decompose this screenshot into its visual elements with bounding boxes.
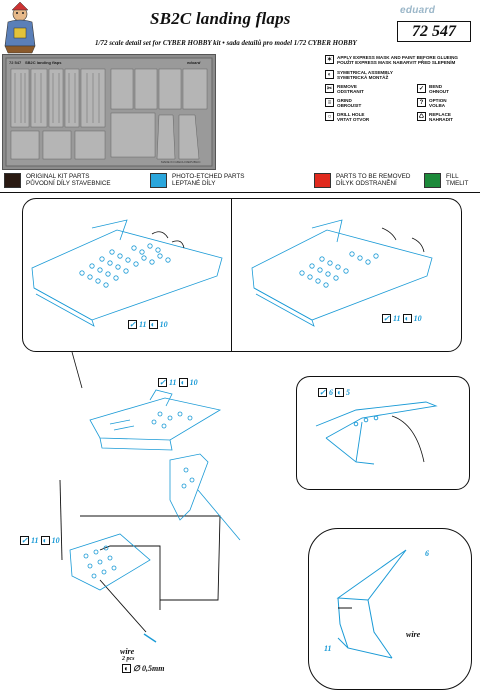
legend-item-drill: ○ DRILL HOLE VRTAT OTVOR	[325, 112, 369, 123]
bend-icon: ✓	[319, 388, 326, 397]
fret-copyright: MADE IN CZECH REPUBLIC	[161, 160, 201, 164]
legend-item-bend: ✓ BEND OHNOUT	[418, 84, 449, 95]
fret-name-label: SB2C landing flaps	[25, 60, 62, 65]
legend-item-option: ? OPTION VOLBA	[417, 98, 447, 109]
page-title: SB2C landing flaps	[150, 9, 291, 28]
wire-assembly-drawing	[40, 450, 280, 650]
bend-icon: ✓	[418, 86, 425, 92]
legend-item-mask: ✶ APPLY EXPRESS MASK AND PAINT BEFORE GLUEING POUŽIT EXPRESS MASK NABARVIT PŘED SLEPENÍM	[326, 55, 458, 66]
wire-diameter-note: ◐ ∅ 0,5mm	[122, 664, 164, 673]
symmetrical-assembly-icon: ◐	[335, 388, 344, 397]
bend-icon: ✓	[383, 314, 390, 323]
symmetrical-assembly-icon: ◐	[325, 70, 334, 79]
header-divider	[0, 192, 480, 193]
color-key-original: ORIGINAL KIT PARTS PŮVODNÍ DÍLY STAVEBNICE	[4, 173, 111, 188]
fret-id-label: 72 547	[9, 60, 22, 65]
detail-wire-label: wire	[406, 630, 421, 639]
fret-brand-label: eduard	[187, 60, 201, 65]
replace-icon: ♺	[418, 114, 425, 120]
wire-label: wire	[120, 647, 135, 656]
wire-count: 2 pcs	[122, 656, 135, 662]
symmetrical-assembly-icon: ◐	[403, 314, 412, 323]
hinge-strut-detail	[308, 528, 472, 690]
part-number-11: 11	[324, 644, 332, 653]
bend-icon: ✓	[129, 320, 136, 329]
step-badge-middle: ✓ 11 ◐ 10	[159, 378, 198, 387]
symmetrical-assembly-icon: ◐	[179, 378, 188, 387]
hinge-detail-drawing	[296, 376, 470, 490]
mascot-illustration	[2, 2, 38, 54]
bend-icon: ✓	[159, 378, 166, 387]
bend-icon: ✓	[21, 536, 28, 545]
product-code: 72 547	[397, 21, 471, 42]
step-badge-panel2: ✓ 11 ◐ 10	[383, 314, 422, 323]
fret-parts-drawing	[3, 55, 215, 169]
color-key-photo-etched: PHOTO-ETCHED PARTS LEPTANÉ DÍLY	[150, 173, 244, 188]
step-badge-left: ✓ 11 ◐ 10	[21, 536, 60, 545]
grind-icon: ≡	[325, 98, 334, 107]
swatch-photo-etched	[150, 173, 167, 188]
swatch-remove	[314, 173, 331, 188]
middle-part-drawing	[60, 380, 240, 460]
brand-logo: eduard	[400, 5, 436, 16]
page-subtitle: 1/72 scale detail set for CYBER HOBBY kit • sada detailů pro model 1/72 CYBER HOBBY	[95, 39, 357, 47]
photo-etched-fret	[2, 54, 216, 170]
drill-hole-icon: ○	[325, 112, 334, 121]
color-key-remove: PARTS TO BE REMOVED DÍLYK ODSTRANĚNÍ	[314, 173, 410, 188]
legend-item-remove: ✂ REMOVE ODSTRANIT	[326, 84, 364, 95]
symmetrical-assembly-icon: ◐	[41, 536, 50, 545]
symmetrical-assembly-icon: ◐	[122, 664, 131, 673]
warning-star-icon: ✶	[326, 57, 333, 63]
flap-assembly-views	[22, 198, 462, 352]
legend-item-grind: ≡ GRIND OBROUSIT	[325, 98, 361, 109]
swatch-original	[4, 173, 21, 188]
remove-icon: ✂	[326, 86, 333, 92]
step-badge-panel1: ✓ 11 ◐ 10	[129, 320, 168, 329]
legend-item-symmetrical: ◐ SYMETRICAL ASSEMBLY SYMETRICKÁ MONTÁŽ	[325, 70, 393, 81]
color-key-fill: FILL TMELIT	[424, 173, 468, 188]
step-badge-panel3: ✓ 6 ◐ 5	[319, 388, 350, 397]
instruction-legend	[325, 53, 473, 171]
option-icon: ?	[417, 98, 426, 107]
swatch-fill	[424, 173, 441, 188]
part-number-6: 6	[425, 549, 429, 558]
symmetrical-assembly-icon: ◐	[149, 320, 158, 329]
legend-item-replace: ♺ REPLACE NAHRADIT	[418, 112, 453, 123]
